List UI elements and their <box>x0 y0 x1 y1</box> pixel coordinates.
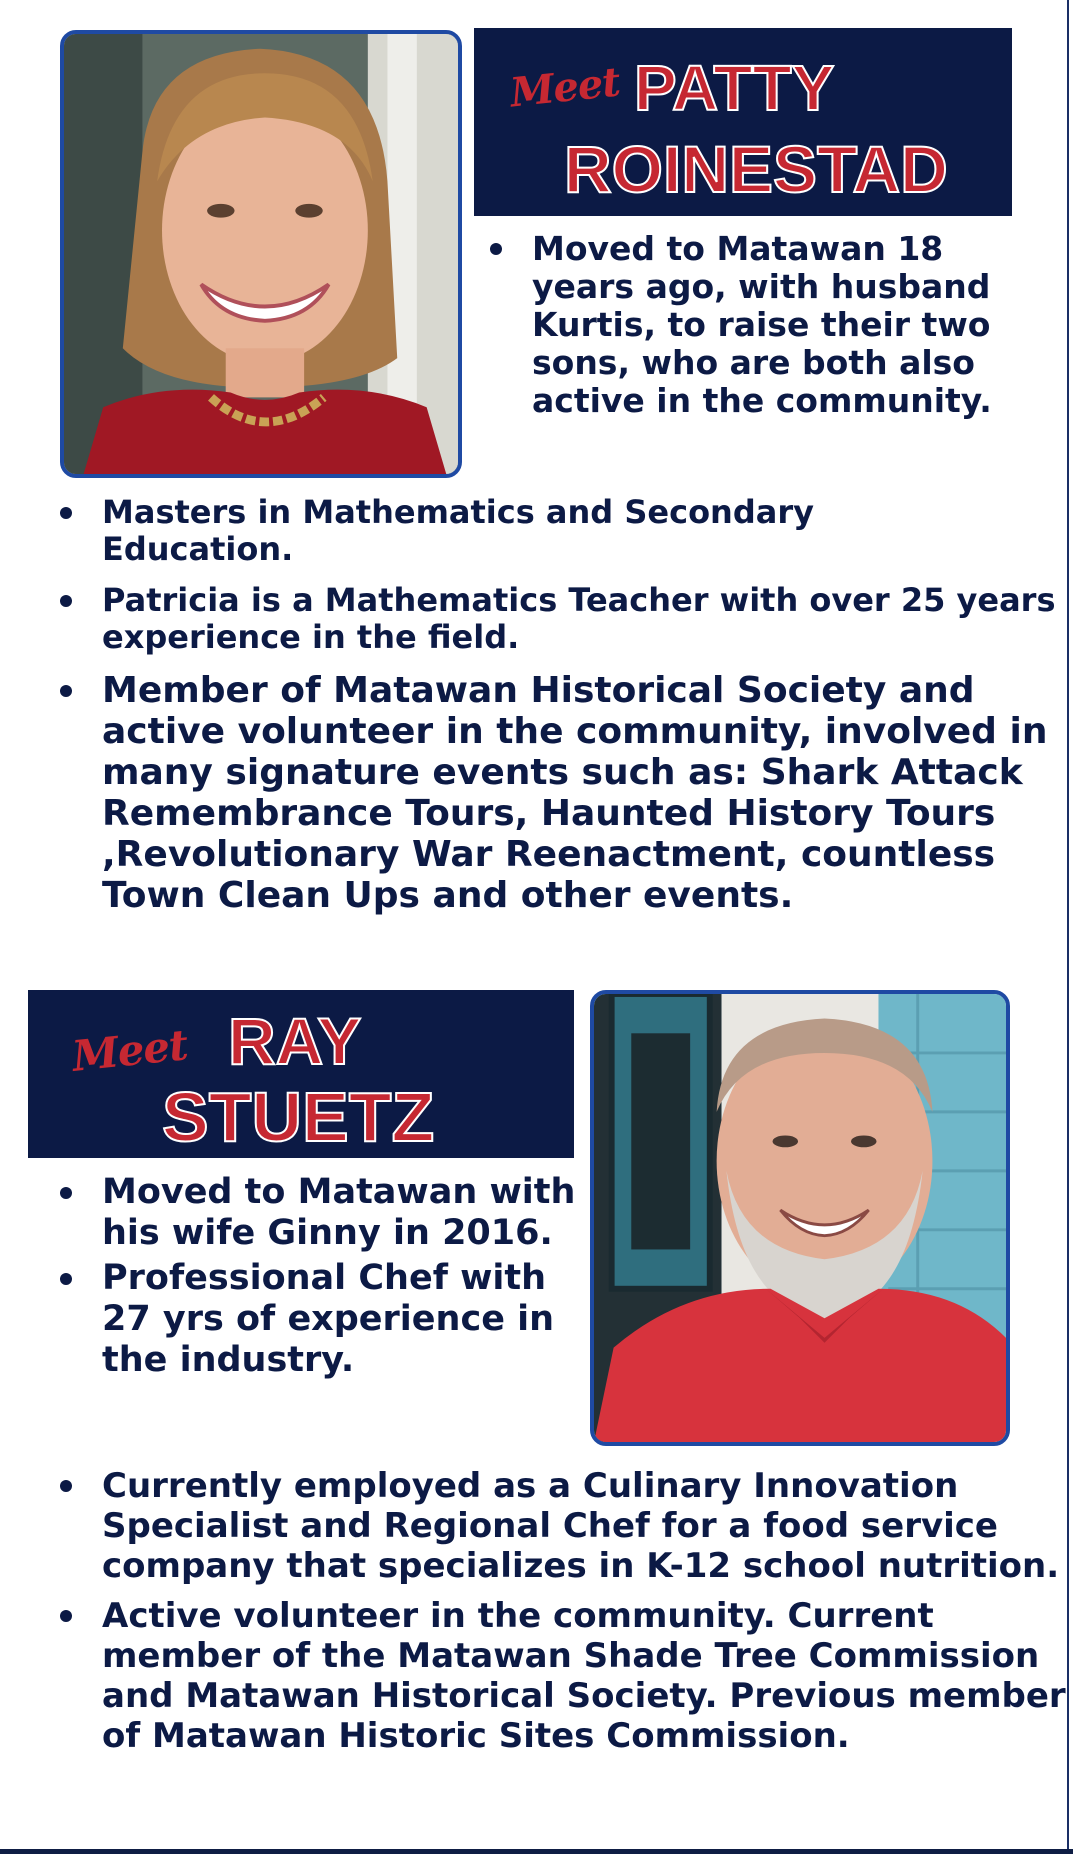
bullet-text: Patricia is a Mathematics Teacher with over 25 years experience in the field. <box>102 581 1056 656</box>
patty-photo <box>60 30 462 478</box>
list-item <box>56 494 992 568</box>
bullet-text: Member of Matawan Historical Society and active volunteer in the community, involved in many signature events such as: Shark Attack Remembrance Tours, Haunted History Tours ,Revolutionary War Reenactment, countless Town Clean Ups and other events. <box>102 670 1048 916</box>
bullet-text: Moved to Matawan with his wife Ginny in 2016. <box>102 1172 576 1253</box>
list-item <box>56 1596 1073 1756</box>
patty-last-name: ROINESTAD <box>564 132 948 206</box>
ray-last-name: STUETZ <box>162 1078 435 1156</box>
frame-border-bottom <box>0 1849 1073 1854</box>
ray-bullets-left <box>56 1172 576 1381</box>
ray-bullets-full <box>56 1466 1064 1756</box>
patty-meet-script: Meet <box>507 58 622 117</box>
ray-meet-script: Meet <box>69 1020 190 1081</box>
bullet-text: Currently employed as a Culinary Innovation Specialist and Regional Chef for a food service company that specializes in K-12 school nutrition. <box>102 1466 1060 1586</box>
list-item <box>56 670 1073 916</box>
patty-bullets-full <box>56 493 1056 916</box>
list-item <box>56 582 1073 656</box>
list-item <box>486 230 1046 420</box>
patty-bullets-right <box>486 230 1046 420</box>
ray-first-name: RAY <box>228 1004 362 1078</box>
bullet-text: Masters in Mathematics and Secondary Education. <box>102 493 814 568</box>
patty-first-name: PATTY <box>634 52 835 124</box>
list-item <box>56 1172 592 1254</box>
list-item <box>56 1466 1073 1586</box>
ray-name-banner <box>28 990 574 1158</box>
bullet-text: Moved to Matawan 18 years ago, with husband Kurtis, to raise their two sons, who are both also active in the community. <box>532 229 992 420</box>
ray-photo <box>590 990 1010 1446</box>
bullet-text: Active volunteer in the community. Current member of the Matawan Shade Tree Commission and Matawan Historical Society. Previous member of Matawan Historic Sites Commission. <box>102 1596 1066 1756</box>
bullet-text: Professional Chef with 27 yrs of experience in the industry. <box>102 1258 555 1380</box>
list-item <box>56 1258 572 1381</box>
patty-name-banner <box>474 28 1012 216</box>
